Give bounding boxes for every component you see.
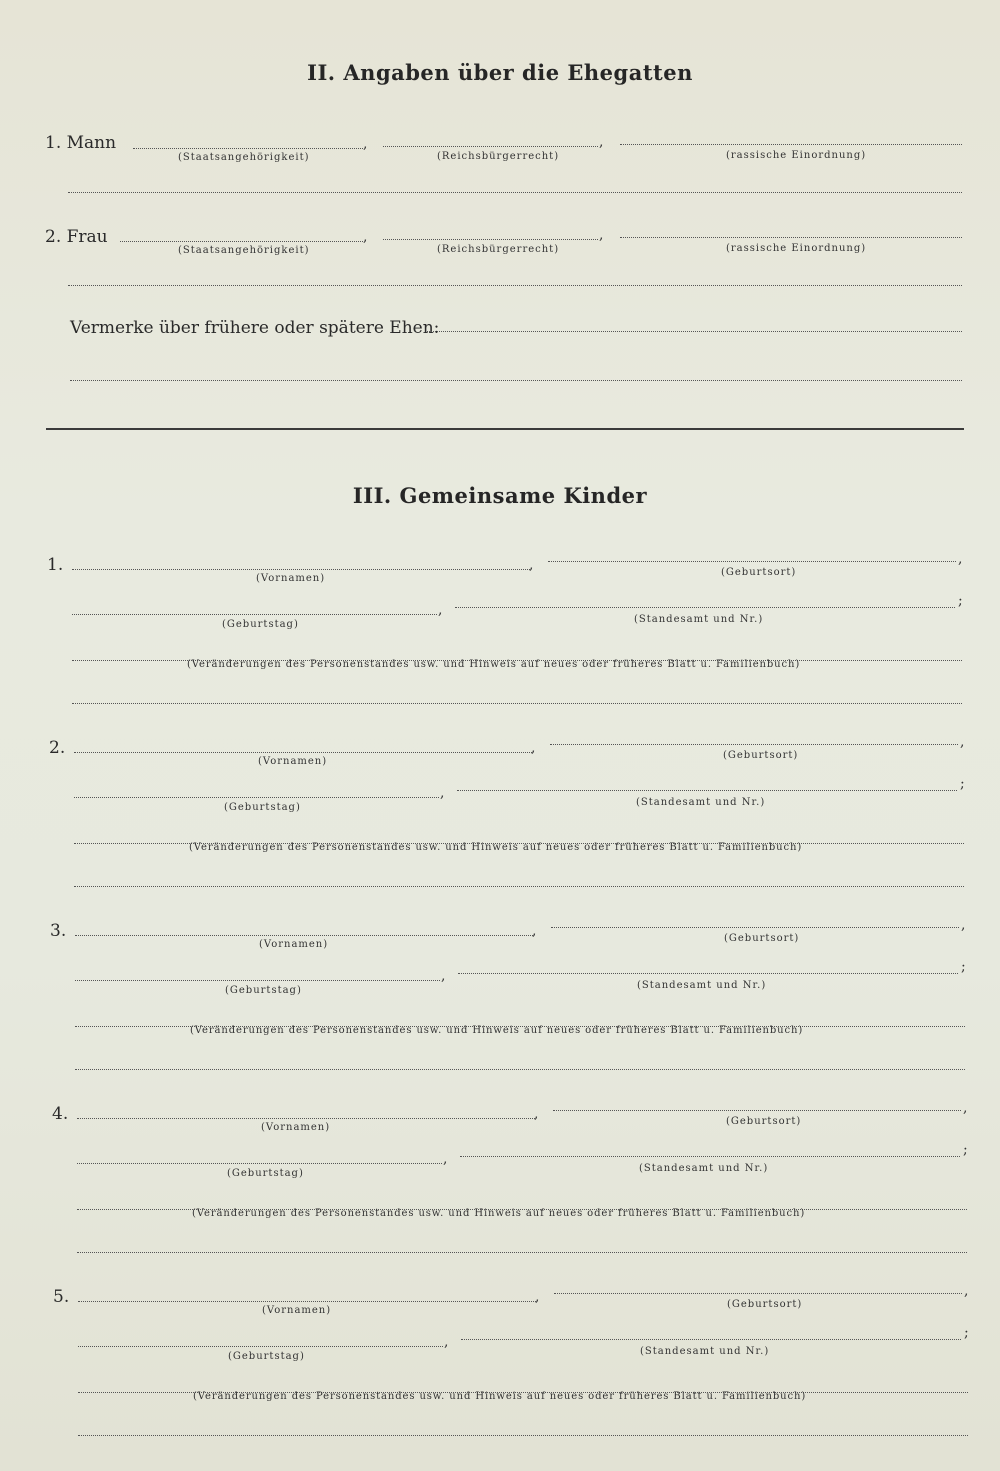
semicolon: ;	[964, 1325, 969, 1341]
child-continuation-line[interactable]	[77, 1252, 967, 1253]
child-continuation-line[interactable]	[72, 703, 962, 704]
caption-vornamen: (Vornamen)	[258, 756, 328, 767]
child-geburtsort-field[interactable]	[551, 927, 959, 928]
vermerke-field[interactable]	[427, 331, 962, 332]
caption-standesamt: (Standesamt und Nr.)	[636, 797, 766, 808]
child-geburtstag-field[interactable]	[74, 797, 439, 798]
caption-reichsbuergerrecht: (Reichsbürgerrecht)	[437, 244, 560, 255]
child-geburtsort-field[interactable]	[548, 561, 956, 562]
frau-reichsbuergerrecht-field[interactable]	[383, 239, 598, 240]
comma: ,	[535, 1289, 540, 1305]
mann-continuation-line[interactable]	[68, 192, 962, 193]
child-standesamt-field[interactable]	[458, 973, 958, 974]
caption-vornamen: (Vornamen)	[262, 1305, 332, 1316]
comma: ,	[958, 551, 963, 567]
child-geburtsort-field[interactable]	[550, 744, 958, 745]
section-2-title: II. Angaben über die Ehegatten	[307, 60, 693, 85]
vermerke-label: Vermerke über frühere oder spätere Ehen:	[70, 318, 440, 338]
comma: ,	[438, 602, 443, 618]
frau-staatsangehoerigkeit-field[interactable]	[120, 241, 363, 242]
mann-rassische-einordnung-field[interactable]	[620, 144, 962, 145]
caption-standesamt: (Standesamt und Nr.)	[637, 980, 767, 991]
child-standesamt-field[interactable]	[461, 1339, 961, 1340]
child-geburtsort-field[interactable]	[554, 1293, 962, 1294]
caption-veraenderungen: (Veränderungen des Personenstandes usw. und Hinweis auf neues oder früheres Blatt u. Familienbuch)	[189, 842, 803, 853]
child-standesamt-field[interactable]	[460, 1156, 960, 1157]
comma: ,	[444, 1334, 449, 1350]
child-number: 2.	[49, 738, 66, 758]
comma: ,	[443, 1151, 448, 1167]
comma: ,	[363, 136, 368, 152]
caption-vornamen: (Vornamen)	[256, 573, 326, 584]
caption-standesamt: (Standesamt und Nr.)	[639, 1163, 769, 1174]
child-geburtstag-field[interactable]	[75, 980, 440, 981]
comma: ,	[961, 917, 966, 933]
caption-geburtsort: (Geburtsort)	[723, 750, 799, 761]
semicolon: ;	[961, 959, 966, 975]
vermerke-continuation-line[interactable]	[70, 380, 962, 381]
child-vornamen-field[interactable]	[72, 569, 530, 570]
child-continuation-line[interactable]	[78, 1435, 968, 1436]
caption-rassische-einordnung: (rassische Einordnung)	[726, 150, 867, 161]
comma: ,	[363, 229, 368, 245]
child-vornamen-field[interactable]	[78, 1301, 536, 1302]
child-continuation-line[interactable]	[75, 1069, 965, 1070]
child-standesamt-field[interactable]	[455, 607, 955, 608]
caption-geburtstag: (Geburtstag)	[222, 619, 299, 630]
caption-geburtstag: (Geburtstag)	[225, 985, 302, 996]
caption-geburtstag: (Geburtstag)	[224, 802, 301, 813]
semicolon: ;	[958, 593, 963, 609]
child-vornamen-field[interactable]	[75, 935, 533, 936]
caption-staatsangehoerigkeit: (Staatsangehörigkeit)	[178, 152, 310, 163]
child-geburtstag-field[interactable]	[78, 1346, 443, 1347]
caption-veraenderungen: (Veränderungen des Personenstandes usw. und Hinweis auf neues oder früheres Blatt u. Familienbuch)	[193, 1391, 807, 1402]
caption-vornamen: (Vornamen)	[259, 939, 329, 950]
mann-label: 1. Mann	[45, 133, 117, 153]
caption-geburtsort: (Geburtsort)	[724, 933, 800, 944]
frau-label: 2. Frau	[45, 227, 108, 247]
section-divider	[46, 428, 964, 430]
mann-staatsangehoerigkeit-field[interactable]	[133, 148, 363, 149]
child-vornamen-field[interactable]	[77, 1118, 535, 1119]
caption-geburtstag: (Geburtstag)	[228, 1351, 305, 1362]
child-standesamt-field[interactable]	[457, 790, 957, 791]
caption-standesamt: (Standesamt und Nr.)	[640, 1346, 770, 1357]
comma: ,	[529, 557, 534, 573]
child-continuation-line[interactable]	[74, 886, 964, 887]
comma: ,	[963, 1100, 968, 1116]
comma: ,	[960, 734, 965, 750]
caption-veraenderungen: (Veränderungen des Personenstandes usw. und Hinweis auf neues oder früheres Blatt u. Familienbuch)	[187, 659, 801, 670]
caption-geburtsort: (Geburtsort)	[727, 1299, 803, 1310]
child-geburtstag-field[interactable]	[77, 1163, 442, 1164]
caption-veraenderungen: (Veränderungen des Personenstandes usw. und Hinweis auf neues oder früheres Blatt u. Familienbuch)	[192, 1208, 806, 1219]
caption-geburtsort: (Geburtsort)	[721, 567, 797, 578]
caption-standesamt: (Standesamt und Nr.)	[634, 614, 764, 625]
caption-staatsangehoerigkeit: (Staatsangehörigkeit)	[178, 245, 310, 256]
caption-veraenderungen: (Veränderungen des Personenstandes usw. und Hinweis auf neues oder früheres Blatt u. Familienbuch)	[190, 1025, 804, 1036]
comma: ,	[532, 923, 537, 939]
caption-geburtsort: (Geburtsort)	[726, 1116, 802, 1127]
comma: ,	[440, 785, 445, 801]
frau-rassische-einordnung-field[interactable]	[620, 237, 962, 238]
mann-reichsbuergerrecht-field[interactable]	[383, 146, 598, 147]
comma: ,	[599, 134, 604, 150]
comma: ,	[964, 1283, 969, 1299]
semicolon: ;	[963, 1142, 968, 1158]
caption-geburtstag: (Geburtstag)	[227, 1168, 304, 1179]
comma: ,	[441, 968, 446, 984]
child-vornamen-field[interactable]	[74, 752, 532, 753]
child-number: 5.	[53, 1287, 70, 1307]
caption-reichsbuergerrecht: (Reichsbürgerrecht)	[437, 151, 560, 162]
comma: ,	[534, 1106, 539, 1122]
child-number: 4.	[52, 1104, 69, 1124]
caption-vornamen: (Vornamen)	[261, 1122, 331, 1133]
semicolon: ;	[960, 776, 965, 792]
comma: ,	[531, 740, 536, 756]
comma: ,	[599, 227, 604, 243]
child-geburtstag-field[interactable]	[72, 614, 437, 615]
caption-rassische-einordnung: (rassische Einordnung)	[726, 243, 867, 254]
child-number: 3.	[50, 921, 67, 941]
section-3-title: III. Gemeinsame Kinder	[352, 483, 648, 508]
frau-continuation-line[interactable]	[68, 285, 962, 286]
child-number: 1.	[47, 555, 64, 575]
child-geburtsort-field[interactable]	[553, 1110, 961, 1111]
